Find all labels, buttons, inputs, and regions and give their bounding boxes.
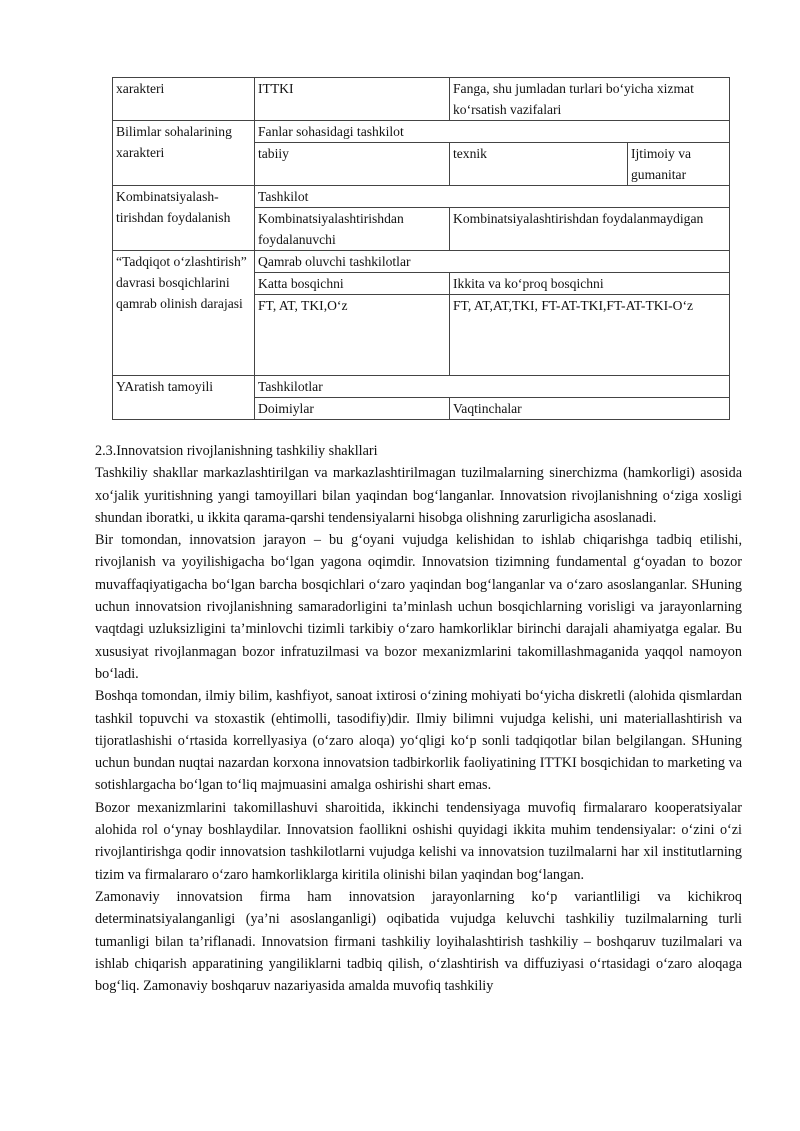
- body-text: [95, 440, 742, 997]
- classification-table: [112, 77, 730, 420]
- table-row: [113, 121, 730, 143]
- table-row: [113, 376, 730, 398]
- table-cell: Tashkilot: [255, 186, 730, 208]
- paragraph: Tashkiliy shakllar markazlashtirilgan va markazlashtirilmagan tuzilmalarning sinerchizma (hamkorligi) asosida xo‘jalik yuritishning yangi tamoyillari bilan yaqindan bog‘langanlar. Innovatsion rivojlanishning o‘ziga xosligi shundan iboratki, u ikkita qarama-qarshi tendensiyalarni hisobga olishning zarurligicha asoslanadi.: [95, 465, 742, 526]
- table-cell: FT, AT,AT,TKI, FT-AT-TKI,FT-AT-TKI-O‘z: [450, 295, 730, 376]
- paragraph: Zamonaviy innovatsion firma ham innovatsion jarayonlarning ko‘p variantliligi va kichikroq determinatsiyalanganligi (ya’ni asoslanganligi) oqibatida vujudga keluvchi tashkiliy tuzilmalarning turli tumanligi bilan ta’riflanadi. Innovatsion firmani tashkiliy loyihalashtirish tashkiliy – boshqaruv tuzilmalari va ishlab chiqarish apparatining yangiliklarni tadbiq qilish, o‘zlashtirish va diffuziyasi o‘rtasidagi o‘zaro aloqaga bog‘liq. Zamonaviy boshqaruv nazariyasida amalda muvofiq tashkiliy: [95, 888, 742, 995]
- table-cell: Vaqtinchalar: [450, 398, 730, 420]
- table-cell: Ijtimoiy va gumanitar: [628, 143, 730, 186]
- paragraph: Boshqa tomondan, ilmiy bilim, kashfiyot, sanoat ixtirosi o‘zining mohiyati bo‘yicha diskretli (alohida qismlardan tashkil topuvchi va stoxastik (ehtimolli, tasodifiy)dir. Ilmiy bilimni vujudga kelishi, uni materiallashtirish va tijoratlashishi o‘rtasida korrellyasiya (o‘zaro aloqa) yo‘qligi ko‘p sonli tadqiqotlar bilan belgilangan. SHuning uchun bundan nuqtai nazardan korxona innovatsion tadbirkorlik faoliyatining ITTKI bosqichidan to marketing va sotishlargacha bo‘lgan to‘liq majmuasini amalga oshirishi shart emas.: [95, 688, 742, 794]
- table-cell: Fanlar sohasidagi tashkilot: [255, 121, 730, 143]
- table-cell: YAratish tamoyili: [113, 376, 255, 420]
- table-row: [113, 251, 730, 273]
- table-cell: ITTKI: [255, 78, 450, 121]
- section-title: 2.3.Innovatsion rivojlanishning tashkiliy shakllari: [95, 443, 378, 459]
- table-cell: “Tadqiqot o‘zlashtirish” davrasi bosqichlarini qamrab olinish darajasi: [113, 251, 255, 376]
- table-cell: texnik: [450, 143, 628, 186]
- table-cell: FT, AT, TKI,O‘z: [255, 295, 450, 376]
- table-cell: Kombinatsiyalash-tirishdan foydalanish: [113, 186, 255, 251]
- table-cell: Fanga, shu jumladan turlari bo‘yicha xizmat ko‘rsatish vazifalari: [450, 78, 730, 121]
- table-cell: Ikkita va ko‘proq bosqichni: [450, 273, 730, 295]
- table-cell: Qamrab oluvchi tashkilotlar: [255, 251, 730, 273]
- paragraph: Bir tomondan, innovatsion jarayon – bu g‘oyani vujudga kelishidan to ishlab chiqarishga tadbiq etilishi, rivojlanish va yoyilishigacha bo‘lgan yagona oqimdir. Innovatsion tizimning fundamental g‘oyadan to bozor muvaffaqiyatigacha bo‘lgan barcha bosqichlari o‘zaro yaqindan bog‘langanlar va o‘zaro asoslanganlar. SHuning uchun innovatsion rivojlanishning samaradorligini ta’minlash uchun bosqichlarning vorisligi va jarayonlarning vaqtdagi uzluksizligini ta’minlovchi tizimli tarkibiy o‘zaro hamkorliklar birinchi darajali ahamiyatga egalar. Bu xususiyat rivojlanmagan bozor infratuzilmasi va bozor mexanizmlarini takomillashmaganida yaqqol namoyon bo‘ladi.: [95, 532, 742, 682]
- table-cell: tabiiy: [255, 143, 450, 186]
- table-row: [113, 186, 730, 208]
- table-row: [113, 78, 730, 121]
- table-cell: Bilimlar sohalarining xarakteri: [113, 121, 255, 186]
- table-cell: Kombinatsiyalashtirishdan foydalanmaydigan: [450, 208, 730, 251]
- table-cell: Tashkilotlar: [255, 376, 730, 398]
- paragraph: Bozor mexanizmlarini takomillashuvi sharoitida, ikkinchi tendensiyaga muvofiq firmalararo kooperatsiyalar alohida rol o‘ynay boshlaydilar. Innovatsion faollikni oshishi quyidagi ikkita muhim tendensiyalar: o‘zini o‘zi rivojlantirishga qodir innovatsion tashkilotlarni vujudga kelishi va innovatsion tuzilmalarni har xil institutlarning tizim va firmalararo o‘zaro hamkorliklarga kiritila olinishi bilan yaqindan bog‘langan.: [95, 799, 742, 883]
- table-cell: xarakteri: [113, 78, 255, 121]
- table-cell: Kombinatsiyalashtirishdan foydalanuvchi: [255, 208, 450, 251]
- table-cell: Katta bosqichni: [255, 273, 450, 295]
- table-cell: Doimiylar: [255, 398, 450, 420]
